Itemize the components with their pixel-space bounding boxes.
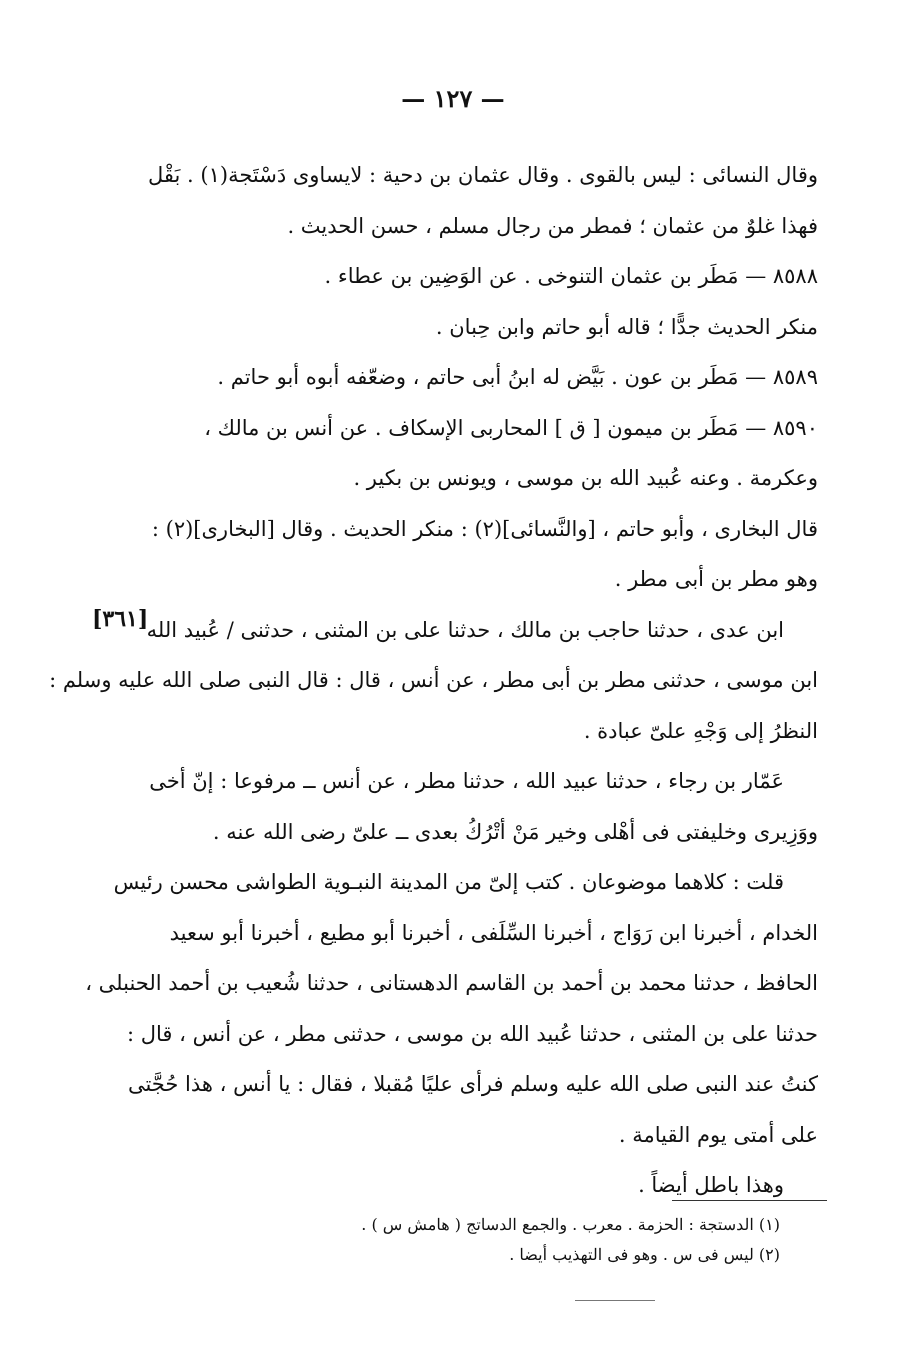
text-line: عَمّار بن رجاء ، حدثنا عبيد الله ، حدثنا مطر ، عن أنس ــ مرفوعا : إنّ أخى — [149, 769, 784, 793]
text-line: وعكرمة . وعنه عُبيد الله بن موسى ، ويونس بن بكير . — [353, 466, 818, 490]
text-line: فهذا غلوٌ من عثمان ؛ فمطر من رجال مسلم ، حسن الحديث . — [287, 213, 818, 238]
footnotes — [300, 1210, 780, 1270]
footnote: (١) الدستجة : الحزمة . معرب . والجمع الدساتج ( هامش س ) . — [361, 1215, 780, 1234]
page-number: — ١٢٧ — — [401, 84, 505, 113]
text-line: قال البخارى ، وأبو حاتم ، [والنَّسائى](٢) : منكر الحديث . وقال [البخارى](٢) : — [151, 516, 818, 541]
text-line: حدثنا على بن المثنى ، حدثنا عُبيد الله بن موسى ، حدثنى مطر ، عن أنس ، قال : — [127, 1021, 818, 1046]
page-end-rule — [575, 1300, 655, 1301]
text-line: الحافظ ، حدثنا محمد بن أحمد بن القاسم الدهستانى ، حدثنا شُعيب بن أحمد الحنبلى ، — [85, 971, 818, 995]
text-line: ووَزِيرى وخليفتى فى أهْلى وخير مَنْ أتْرُكُ بعدى ــ علىّ رضى الله عنه . — [212, 819, 818, 844]
text-line: ٨٥٨٨ — مَطَر بن عثمان التنوخى . عن الوَضِين بن عطاء . — [324, 264, 818, 288]
text-line: ٨٥٩٠ — مَطَر بن ميمون [ ق ] المحاربى الإسكاف . عن أنس بن مالك ، — [204, 415, 818, 440]
footnote-separator — [672, 1200, 827, 1201]
footnote: (٢) ليس فى س . وهو فى التهذيب أيضا . — [509, 1245, 780, 1264]
text-line: ابن عدى ، حدثنا حاجب بن مالك ، حدثنا على بن المثنى ، حدثنى / عُبيد الله — [146, 617, 784, 642]
text-line: وقال النسائى : ليس بالقوى . وقال عثمان بن دحية : لايساوى دَسْتَجة(١) . بَقْل — [148, 163, 818, 187]
text-line: ابن موسى ، حدثنى مطر بن أبى مطر ، عن أنس ، قال : قال النبى صلى الله عليه وسلم : — [49, 668, 818, 692]
text-line: الخدام ، أخبرنا ابن رَوَاج ، أخبرنا السِّلَفى ، أخبرنا أبو مطيع ، أخبرنا أبو سعيد — [169, 920, 818, 945]
text-line: ٨٥٨٩ — مَطَر بن عون . بَيَّض له ابنُ أبى حاتم ، وضعّفه أبوه أبو حاتم . — [217, 365, 818, 389]
text-line: على أمتى يوم القيامة . — [618, 1122, 818, 1147]
text-line: وهذا باطل أيضاً . — [638, 1173, 784, 1197]
text-line: كنتُ عند النبى صلى الله عليه وسلم فرأى عليًا مُقبلا ، فقال : يا أنس ، هذا حُجَّتى — [127, 1072, 818, 1096]
text-line: قلت : كلاهما موضوعان . كتب إلىّ من المدينة النبـوية الطواشى محسن رئيس — [113, 870, 784, 894]
text-line: منكر الحديث جدًّا ؛ قاله أبو حاتم وابن حِبان . — [435, 314, 818, 339]
margin-reference: [٣٦١] — [92, 606, 149, 632]
text-line: النظرُ إلى وَجْهِ علىّ عبادة . — [583, 718, 818, 743]
text-line: وهو مطر بن أبى مطر . — [614, 567, 818, 591]
